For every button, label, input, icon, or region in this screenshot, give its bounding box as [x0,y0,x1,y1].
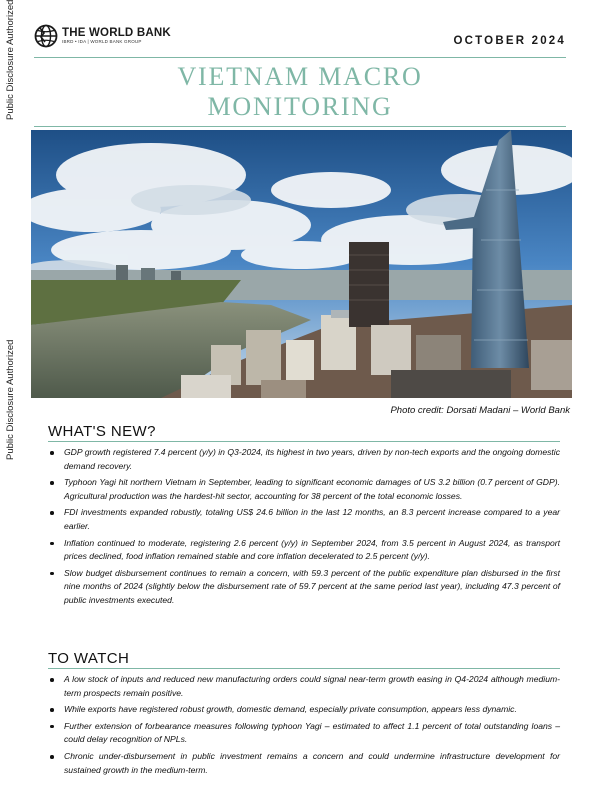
to-watch-list [40,673,560,780]
list-item: FDI investments expanded robustly, totaling US$ 24.6 billion in the last 12 months, an 8.3 percent increase compared to a year earlier. [40,506,560,533]
logo-subtitle: IBRD • IDA | WORLD BANK GROUP [62,39,142,44]
report-title-line1: VIETNAM MACRO [177,62,423,91]
list-item: Chronic under-disbursement in public investment remains a concern and could undermine infrastructure development for sustained growth in the medium-term. [40,750,560,777]
list-item: While exports have registered robust growth, domestic demand, especially private consumption, appears less dynamic. [40,703,560,717]
list-item: Further extension of forbearance measures following typhoon Yagi – estimated to affect 1.1 percent of total outstanding loans – could delay recognition of NPLs. [40,720,560,747]
to-watch-underline [48,668,560,669]
whats-new-list [40,446,560,611]
report-date: OCTOBER 2024 [453,35,566,47]
disclosure-label-top: Public Disclosure Authorized [5,0,16,121]
cover-photo [31,130,572,398]
report-header [34,22,566,58]
list-item: GDP growth registered 7.4 percent (y/y) in Q3-2024, its highest in two years, driven by non-tech exports and the ongoing domestic demand recovery. [40,446,560,473]
logo-name: THE WORLD BANK [62,27,171,39]
list-item: Typhoon Yagi hit northern Vietnam in September, leading to significant economic damages of US 3.2 billion (0.7 percent of GDP). Agricultural production was the hardest-hit sector, accounting for 38 percent of the total economic losses. [40,476,560,503]
world-bank-logo [34,24,171,48]
report-title-line2: MONITORING [207,92,393,121]
photo-credit: Photo credit: Dorsati Madani – World Bank [390,405,570,416]
city-skyline-image [31,130,572,398]
list-item: A low stock of inputs and reduced new manufacturing orders could signal near-term growth easing in Q4-2024 although medium-term prospects remain positive. [40,673,560,700]
title-divider [34,126,566,127]
disclosure-label-bottom: Public Disclosure Authorized [5,339,16,460]
header-divider [34,57,566,58]
whats-new-heading: WHAT'S NEW? [48,423,156,440]
to-watch-heading: TO WATCH [48,650,130,667]
globe-icon [34,24,58,48]
whats-new-underline [48,441,560,442]
list-item: Slow budget disbursement continues to remain a concern, with 59.3 percent of the public expenditure plan disbursed in the first nine months of 2024 (slightly below the disbursement rate of 59.7 percent at the same period last year), including 47.3 percent of public investments executed. [40,567,560,608]
list-item: Inflation continued to moderate, registering 2.6 percent (y/y) in September 2024, from 3.5 percent in August 2024, as transport prices declined, food inflation remained stable and core inflation decelerated to 2.5 percent (y/y). [40,537,560,564]
